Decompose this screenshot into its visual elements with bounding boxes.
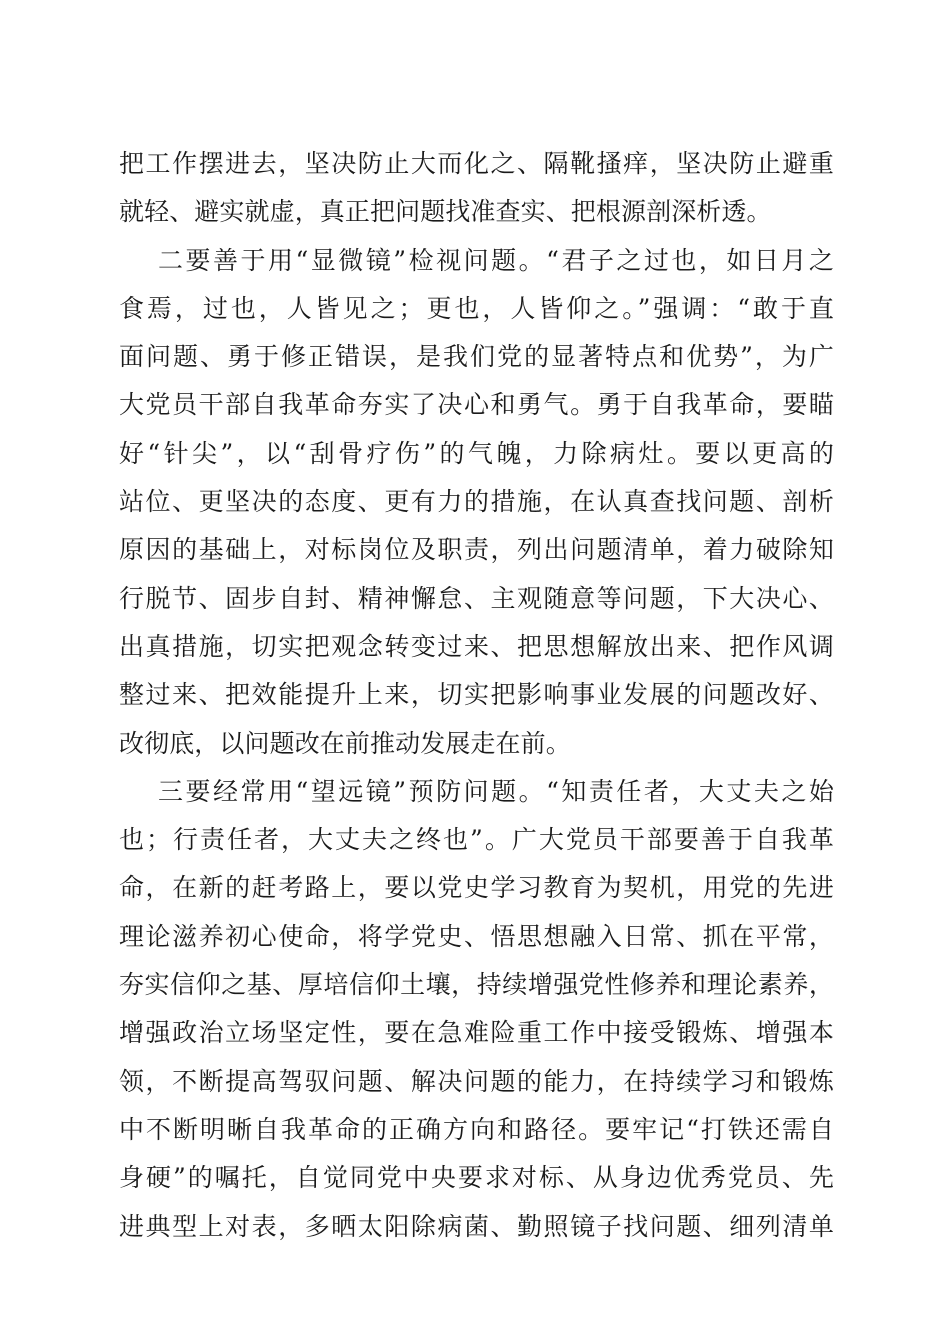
text-line: 命，在新的赶考路上，要以党史学习教育为契机，用党的先进 [119, 873, 834, 903]
text-line: 增强政治立场坚定性，要在急难险重工作中接受锻炼、增强本 [119, 1018, 834, 1048]
text-line: 就轻、避实就虚，真正把问题找准查实、把根源剖深析透。 [119, 197, 772, 227]
text-line: 食焉，过也，人皆见之；更也，人皆仰之。”强调：“敢于直 [119, 293, 834, 323]
text-line: 行脱节、固步自封、精神懈怠、主观随意等问题，下大决心、 [119, 583, 834, 613]
text-line: 整过来、把效能提升上来，切实把影响事业发展的问题改好、 [119, 680, 834, 710]
text-line: 进典型上对表，多晒太阳除病菌、勤照镜子找问题、细列清单 [119, 1211, 834, 1241]
paragraph-start-line: 二要善于用“显微镜”检视问题。“君子之过也，如日月之 [158, 245, 834, 275]
text-line: 原因的基础上，对标岗位及职责，列出问题清单，着力破除知 [119, 535, 834, 565]
text-line: 把工作摆进去，坚决防止大而化之、隔靴搔痒，坚决防止避重 [119, 149, 834, 178]
text-line: 改彻底，以问题改在前推动发展走在前。 [119, 728, 571, 758]
text-line: 理论滋养初心使命，将学党史、悟思想融入日常、抓在平常， [119, 921, 834, 951]
text-line: 好“针尖”，以“刮骨疗伤”的气魄，力除病灶。要以更高的 [119, 438, 834, 468]
text-line: 面问题、勇于修正错误，是我们党的显著特点和优势”，为广 [119, 342, 834, 372]
text-line: 站位、更坚决的态度、更有力的措施，在认真查找问题、剖析 [119, 487, 834, 517]
text-line: 中不断明晰自我革命的正确方向和路径。要牢记“打铁还需自 [119, 1114, 834, 1144]
text-line: 领，不断提高驾驭问题、解决问题的能力，在持续学习和锻炼 [119, 1066, 834, 1096]
text-line: 出真措施，切实把观念转变过来、把思想解放出来、把作风调 [119, 631, 834, 661]
document-body [119, 140, 834, 1251]
paragraph-start-line: 三要经常用“望远镜”预防问题。“知责任者，大丈夫之始 [158, 776, 834, 806]
text-line: 大党员干部自我革命夯实了决心和勇气。勇于自我革命，要瞄 [119, 390, 834, 420]
text-line: 夯实信仰之基、厚培信仰土壤，持续增强党性修养和理论素养， [119, 970, 834, 1000]
text-line: 身硬”的嘱托，自觉同党中央要求对标、从身边优秀党员、先 [119, 1163, 834, 1193]
text-line: 也；行责任者，大丈夫之终也”。广大党员干部要善于自我革 [119, 825, 834, 855]
